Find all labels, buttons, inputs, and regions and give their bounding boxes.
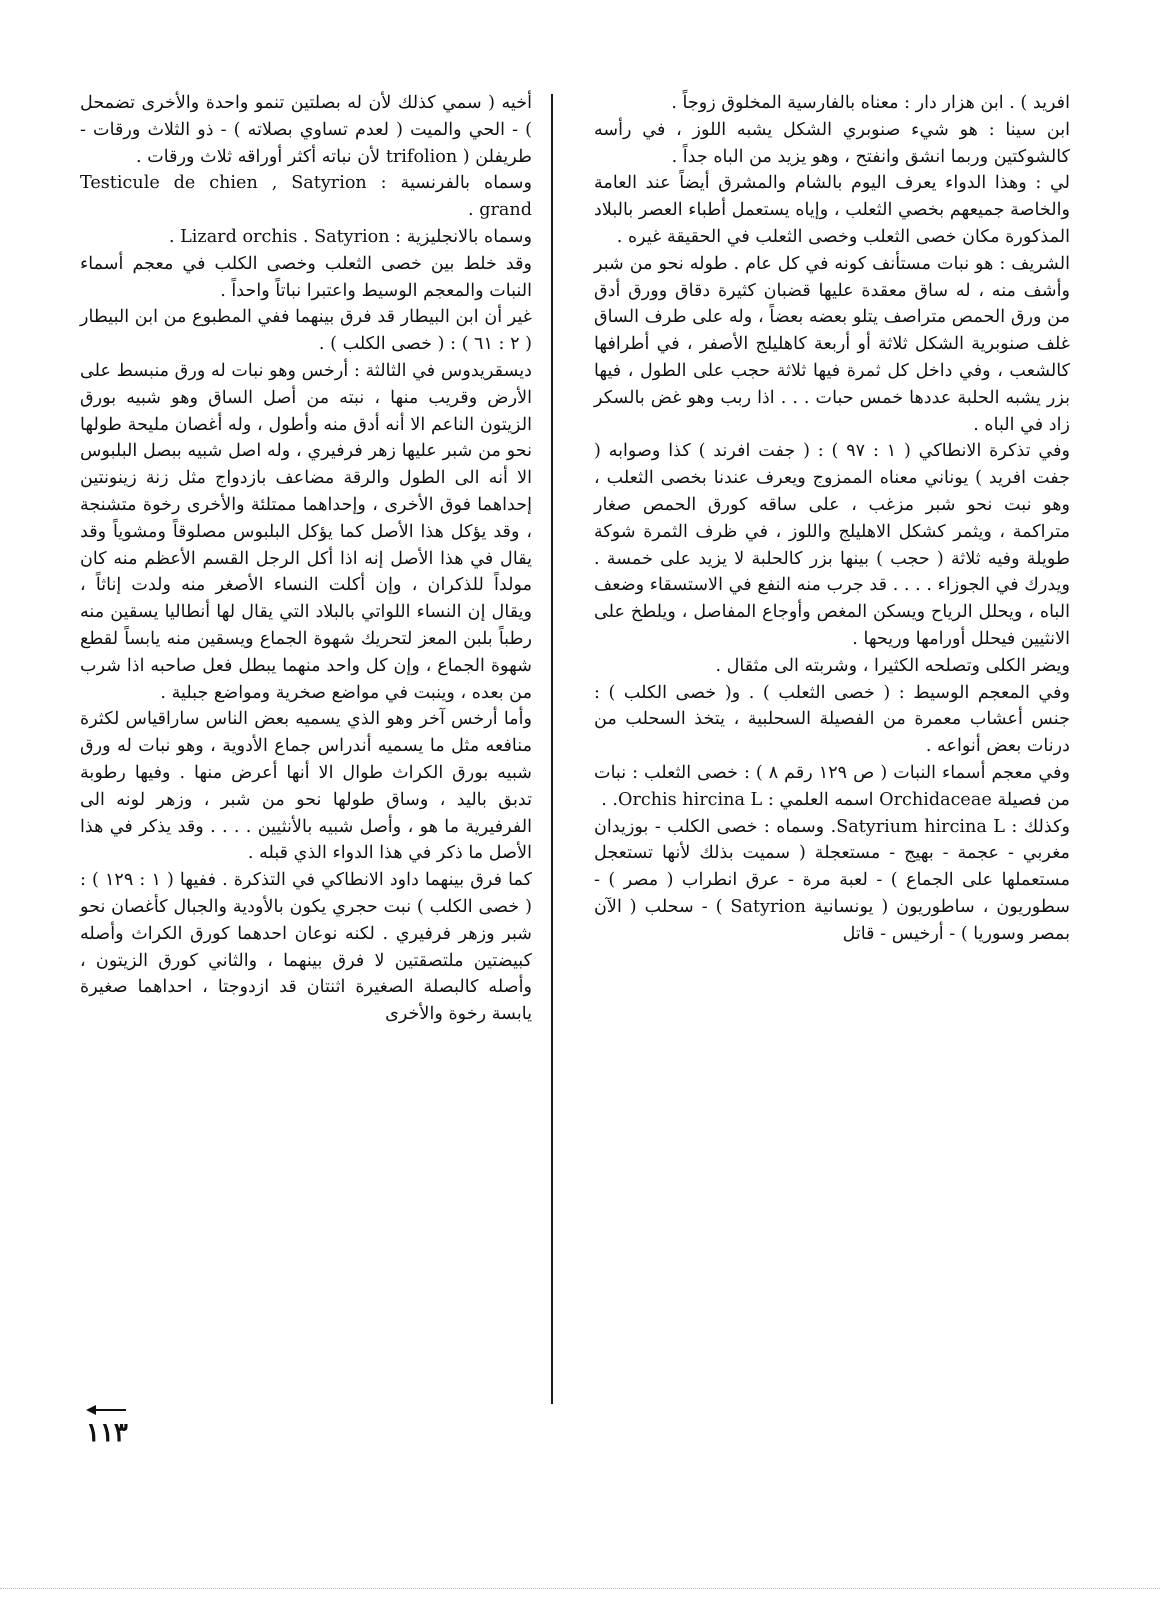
paragraph: وفي تذكرة الانطاكي ( ١ : ٩٧ ) : ( جفت افرند ) كذا وصوابه ( جفت افريد ) يوناني معناه الممزوج ويعرف عندنا بخصى الثعلب ، وهو نبت نحو شبر مزغب ، على ساقه كورق الحمص صغار متراكمة ، ويثمر كشكل الاهليلج واللوز ، في ظرف الثمرة شوكة طويلة وفيه ثلاثة ( حجب ) بينها بزر كالحلبة لا يزيد على خمسة . ويدرك في الجوزاء . . . . قد جرب منه النفع في الاستسقاء وضعف الباه ، ويحلل الرياح ويسكن المغص وأوجاع المفاصل ، ويلطخ على الانثيين فيحلل أورامها وريحها . bbox=[594, 441, 1070, 649]
paragraph: وفي المعجم الوسيط : ( خصى الثعلب ) . و( خصى الكلب ) : جنس أعشاب معمرة من الفصيلة السحلبية ، يتخذ السحلب من درنات بعض أنواعه . bbox=[594, 682, 1070, 757]
paragraph: غير أن ابن البيطار قد فرق بينهما ففي المطبوع من ابن البيطار ( ٢ : ٦١ ) : ( خصى الكلب ) . bbox=[80, 307, 532, 355]
continue-arrow-icon bbox=[86, 1404, 128, 1416]
paragraph: وسماه بالفرنسية : Testicule de chien , Satyrion grand . bbox=[80, 173, 532, 221]
paragraph: كما فرق بينهما داود الانطاكي في التذكرة . ففيها ( ١ : ١٢٩ ) : ( خصى الكلب ) نبت حجري يكون بالأودية والجبال كأغصان نحو شبر وزهر فرفيري . لكنه نوعان احدهما كورق الكراث وأصله كبيضتين ملتصقتين لا فرق بينهما ، والثاني كورق الزيتون ، وأصله كالبصلة الصغيرة اثنتان قد ازدوجتا ، احداهما صغيرة يابسة رخوة والأخرى bbox=[80, 870, 532, 1025]
paragraph: الشريف : هو نبات مستأنف كونه في كل عام . طوله نحو من شبر وأشف منه ، له ساق معقدة عليها قضبان كثيرة دقاق وورق أدق من ورق الحمص متراصف يتلو بعضه بعضاً ، وله على طرف الساق غلف صنوبرية الشكل ثلاثة أو أربعة كاهليلج الأصفر ، في أطرافها كالشعب ، وفي داخل كل ثمرة فيها ثلاثة حجب على الطول ، فيها بزر يشبه الحلبة عددها خمس حبات . . . اذا ربب وهو غض بالسكر زاد في الباه . bbox=[594, 253, 1070, 435]
paragraph: وسماه بالانجليزية : Lizard orchis . Satyrion . bbox=[168, 226, 532, 247]
paragraph: لي : وهذا الدواء يعرف اليوم بالشام والمشرق أيضاً عند العامة والخاصة جميعهم بخصي الثعلب ، وإياه يستعمل أطباء العصر بالبلاد المذكورة مكان خصى الثعلب وخصى الثعلب في الحقيقة غيره . bbox=[594, 173, 1070, 247]
right-text-column bbox=[594, 90, 1070, 948]
paragraph: ابن سينا : هو شيء صنوبري الشكل يشبه اللوز ، في رأسه كالشوكتين وربما انشق وانفتح ، وهو يزيد من الباه جداً . bbox=[594, 119, 1070, 167]
paragraph: أخيه ( سمي كذلك لأن له بصلتين تنمو واحدة والأخرى تضمحل ) - الحي والميت ( لعدم تساوي بصلاته ) - ذو الثلاث ورقات - طريفلن ( trifolion لأن نباته أكثر أوراقه ثلاث ورقات . bbox=[80, 93, 532, 167]
paragraph: افريد ) . ابن هزار دار : معناه بالفارسية المخلوق زوجاً . bbox=[671, 93, 1070, 113]
paragraph: وكذلك : Satyrium hircina L. وسماه : خصى الكلب - بوزيدان مغربي - عجمة - بهيج - مستعجلة ( سميت بذلك لأنها تستعجل مستعملها على الجماع ) - لعبة مرة - عرق انطراب ( مصر ) - سطوريون ، ساطوريون ( يونسانية Satyrion ) - سحلب ( الآن بمصر وسوريا ) - أرخيس - قاتل bbox=[594, 816, 1071, 944]
paragraph: وفي معجم أسماء النبات ( ص ١٢٩ رقم ٨ ) : خصى الثعلب : نبات من فصيلة Orchidaceae اسمه العلمي : Orchis hircina L. . bbox=[594, 762, 1070, 810]
paragraph: وقد خلط بين خصى الثعلب وخصى الكلب في معجم أسماء النبات والمعجم الوسيط واعتبرا نباتاً واحداً . bbox=[80, 253, 532, 301]
left-text-column bbox=[80, 90, 532, 1028]
page-number: ١١٣ bbox=[86, 1418, 128, 1448]
paragraph: ويضر الكلى وتصلحه الكثيرا ، وشربته الى مثقال . bbox=[715, 655, 1070, 676]
column-divider bbox=[551, 94, 553, 1404]
paragraph: ديسقريدوس في الثالثة : أرخس وهو نبات له ورق منبسط على الأرض وقريب منها ، نبته من أصل الساق وهو شبيه بورق الزيتون الناعم الا أنه أدق منه وأطول ، وله أغصان مليحة طولها نحو من شبر عليها زهر فرفيري ، وله اصل شبيه ببصل البلبوس الا أنه الى الطول والرقة مضاعف بازدواج مثل زنة زينونتين إحداهما فوق الأخرى ، وإحداهما ممتلئة والأخرى رخوة متشنجة ، وقد يؤكل هذا الأصل كما يؤكل البلبوس مصلوقاً ومشوياً وقد يقال في هذا الأصل إنه اذا أكل الرجل القسم الأعظم منه كان مولداً للذكران ، وإن أكلت النساء الأصغر منه ولدت إناثاً ، ويقال إن النساء اللواتي بالبلاد التي يقال لها أنطاليا يسقين منه رطباً بلبن المعز لتحريك شهوة الجماع ويسقين منه يابساً لقطع شهوة الجماع ، وإن كل واحد منهما يبطل فعل صاحبه اذا شرب من بعده ، وينبت في مواضع صخرية ومواضع جبلية . bbox=[80, 360, 532, 703]
scan-edge-line bbox=[0, 1588, 1160, 1589]
paragraph: وأما أرخس آخر وهو الذي يسميه بعض الناس ساراقياس لكثرة منافعه مثل ما يسميه أندراس جماع الأدوية ، وهو نبات له ورق شبيه بورق الكراث طوال الا أنها أعرض منها . وفيها رطوبة تدبق باليد ، وساق طولها نحو من شبر ، وزهر لونه الى الفرفيرية ما هو ، وأصل شبيه بالأنثيين . . . . وقد يذكر في هذا الأصل ما ذكر في هذا الدواء الذي قبله . bbox=[80, 709, 532, 864]
